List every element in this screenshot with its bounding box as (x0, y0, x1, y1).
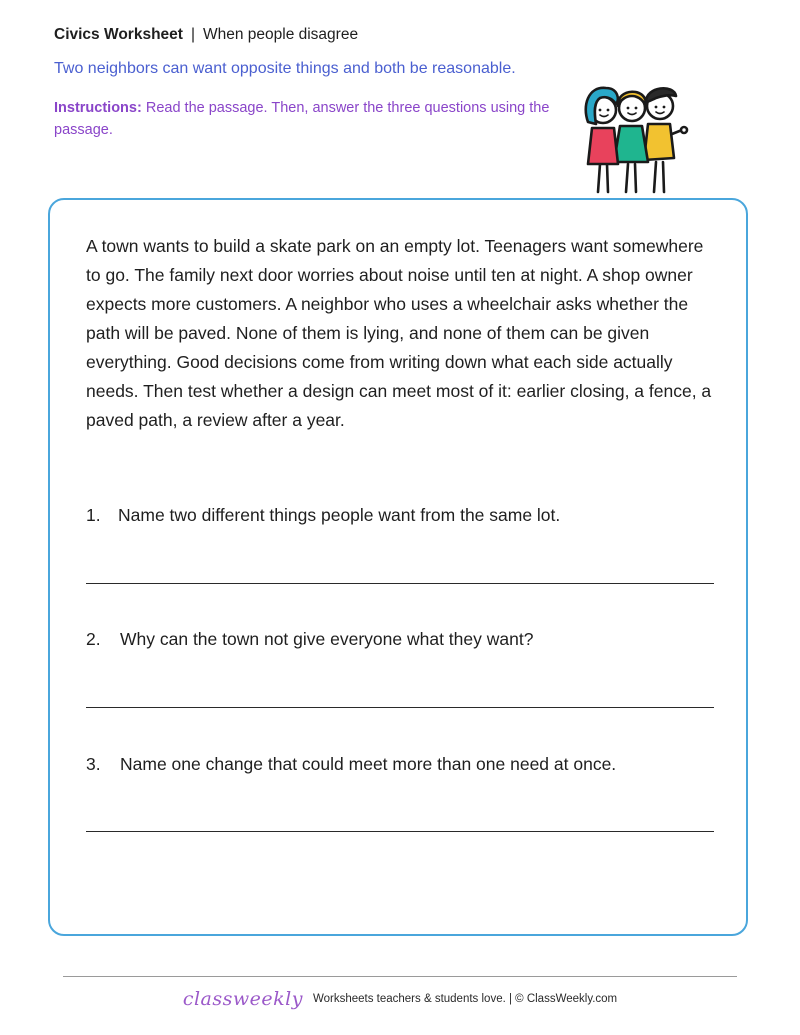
answer-line-1[interactable] (86, 583, 714, 584)
question-3-number: 3. (86, 754, 101, 774)
worksheet-header (54, 26, 358, 44)
header-separator: | (190, 26, 195, 43)
footer-divider (63, 976, 737, 977)
instructions-label: Instructions: (54, 100, 142, 116)
instructions-text: Read the passage. Then, answer the three questions using the passage. (54, 100, 550, 138)
instructions (54, 97, 564, 141)
answer-line-3[interactable] (86, 831, 714, 832)
reading-passage: A town wants to build a skate park on an empty lot. Teenagers want somewhere to go. The family next door worries about noise until ten at night. A shop owner expects more customers. A neighbor who uses a wheelchair asks whether the path will be paved. None of them is lying, and none of them can be given everything. Good decisions come from writing down what each side actually needs. Then test whether a design can meet most of it: earlier closing, a fence, a paved path, a review after a year. (86, 236, 712, 430)
question-2-text: Why can the town not give everyone what they want? (120, 629, 534, 649)
brand-logo: classweekly (182, 988, 303, 1010)
question-3-text: Name one change that could meet more than one need at once. (120, 754, 617, 774)
question-2-number: 2. (86, 629, 101, 649)
question-1-text: Name two different things people want from the same lot. (118, 505, 561, 525)
question-3 (86, 754, 616, 775)
worksheet-topic: When people disagree (202, 26, 359, 43)
worksheet-subtitle: Two neighbors can want opposite things and both be reasonable. (54, 60, 516, 77)
question-1 (86, 505, 560, 526)
answer-line-2[interactable] (86, 707, 714, 708)
footer (0, 988, 800, 1010)
three-kids-icon (578, 78, 690, 196)
worksheet-title: Civics Worksheet (54, 26, 183, 43)
question-2 (86, 629, 533, 650)
footer-tagline: Worksheets teachers & students love. | © ClassWeekly.com (312, 993, 618, 1005)
question-1-number: 1. (86, 505, 101, 525)
